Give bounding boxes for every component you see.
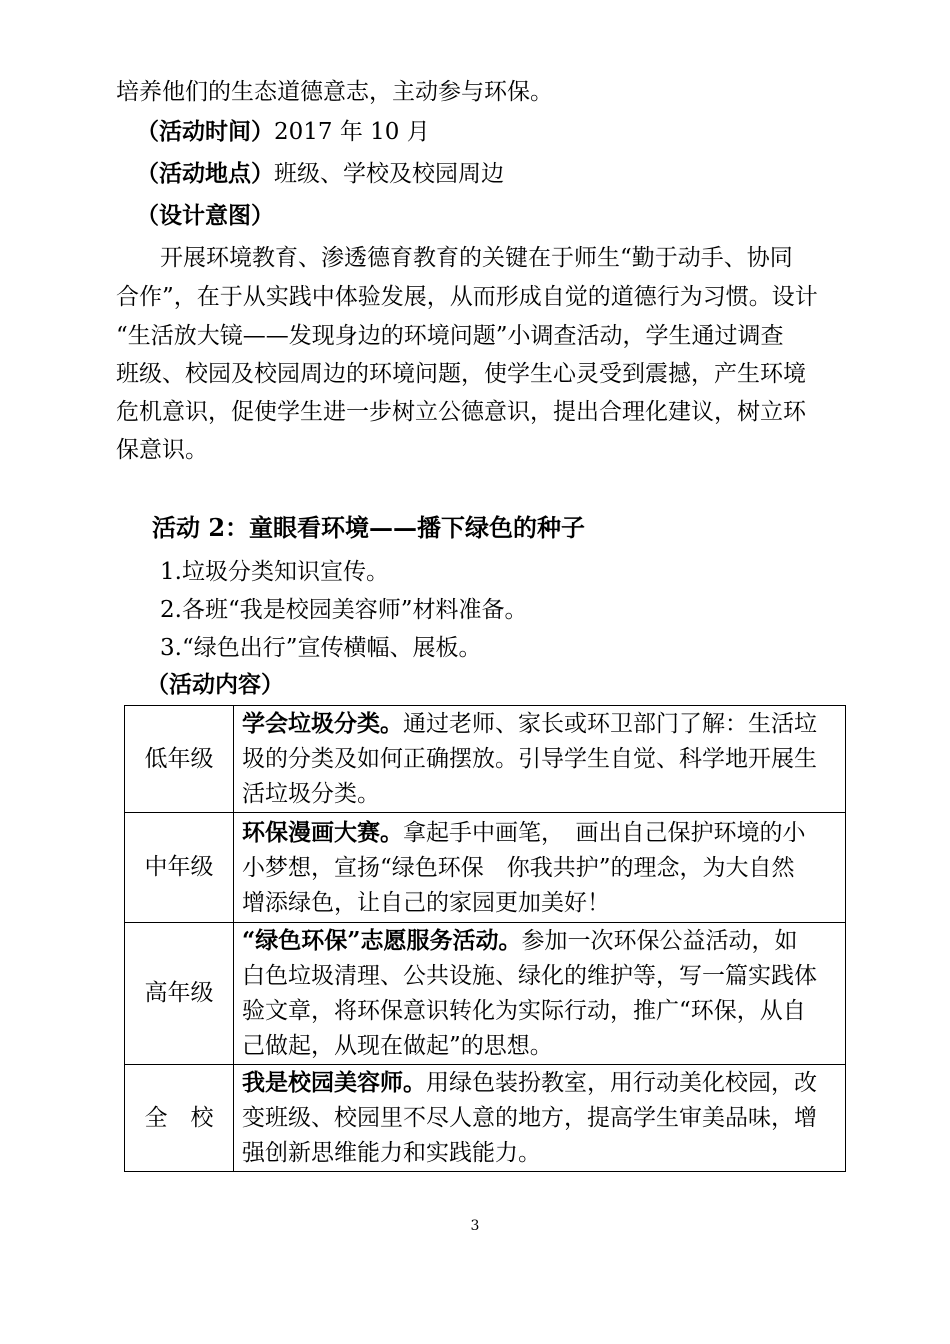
activity-time-label: （活动时间） xyxy=(136,118,274,145)
activity-content-table xyxy=(124,705,846,1172)
description-text: 增添绿色，让自己的家园更加美好！ xyxy=(242,889,610,916)
description-cell xyxy=(234,706,846,813)
description-cell xyxy=(234,1065,846,1172)
description-text: 验文章，将环保意识转化为实际行动，推广“环保，从自 xyxy=(242,998,806,1024)
grade-cell: 低年级 xyxy=(125,706,234,813)
description-title: 环保漫画大赛。 xyxy=(242,818,403,846)
design-paragraph-line: 保意识。 xyxy=(116,437,208,463)
description-text: 变班级、校园里不尽人意的地方，提高学生审美品味，增 xyxy=(242,1105,817,1131)
activity-content-label: （活动内容） xyxy=(146,671,284,698)
prep-item: 3.“绿色出行”宣传横幅、展板。 xyxy=(160,635,482,661)
grade-cell: 高年级 xyxy=(125,923,234,1065)
description-text: 通过老师、家长或环卫部门了解：生活垃 xyxy=(403,711,817,737)
activity-place xyxy=(136,156,504,192)
grade-cell: 中年级 xyxy=(125,813,234,923)
description-text: 活垃圾分类。 xyxy=(242,781,380,807)
description-cell xyxy=(234,923,846,1065)
description-title: “绿色环保”志愿服务活动。 xyxy=(242,927,522,954)
table-row xyxy=(125,706,846,813)
design-intent-label: （设计意图） xyxy=(136,202,274,229)
prep-item: 2.各班“我是校园美容师”材料准备。 xyxy=(160,597,528,623)
table-row xyxy=(125,813,846,923)
design-paragraph-line: “生活放大镜——发现身边的环境问题”小调查活动，学生通过调查 xyxy=(116,323,784,349)
grade-cell: 全 校 xyxy=(125,1065,234,1172)
description-text: 参加一次环保公益活动，如 xyxy=(521,928,798,954)
design-paragraph-line: 班级、校园及校园周边的环境问题，使学生心灵受到震撼，产生环境 xyxy=(116,361,806,387)
description-cell xyxy=(234,813,846,923)
table-row xyxy=(125,1065,846,1172)
page-number: 3 xyxy=(470,1218,480,1234)
design-paragraph-line: 合作”，在于从实践中体验发展，从而形成自觉的道德行为习惯。设计 xyxy=(116,284,818,310)
table-row xyxy=(125,923,846,1065)
description-text: 拿起手中画笔， 画出自己保护环境的小 xyxy=(403,819,806,846)
activity-place-value: 班级、学校及校园周边 xyxy=(274,161,504,187)
description-text: 白色垃圾清理、公共设施、绿化的维护等，写一篇实践体 xyxy=(242,963,817,989)
description-text: 强创新思维能力和实践能力。 xyxy=(242,1140,541,1166)
activity-time-value: 2017 年 10 月 xyxy=(274,119,430,145)
prep-item: 1.垃圾分类知识宣传。 xyxy=(160,559,389,585)
description-text: 圾的分类及如何正确摆放。引导学生自觉、科学地开展生 xyxy=(242,746,817,772)
activity-time xyxy=(136,114,430,150)
description-text: 己做起，从现在做起”的思想。 xyxy=(242,1033,553,1059)
description-title: 学会垃圾分类。 xyxy=(242,710,403,737)
activity2-heading: 活动 2：童眼看环境——播下绿色的种子 xyxy=(152,513,586,542)
description-text: 小梦想，宣扬“绿色环保 你我共护”的理念，为大自然 xyxy=(242,854,795,881)
activity-place-label: （活动地点） xyxy=(136,160,274,187)
design-paragraph-line: 危机意识，促使学生进一步树立公德意识，提出合理化建议，树立环 xyxy=(116,399,806,425)
design-paragraph-line: 开展环境教育、渗透德育教育的关键在于师生“勤于动手、协同 xyxy=(160,245,793,271)
description-title: 我是校园美容师。 xyxy=(242,1069,426,1096)
description-text: 用绿色装扮教室，用行动美化校园，改 xyxy=(426,1070,817,1096)
intro-line: 培养他们的生态道德意志，主动参与环保。 xyxy=(116,79,553,105)
